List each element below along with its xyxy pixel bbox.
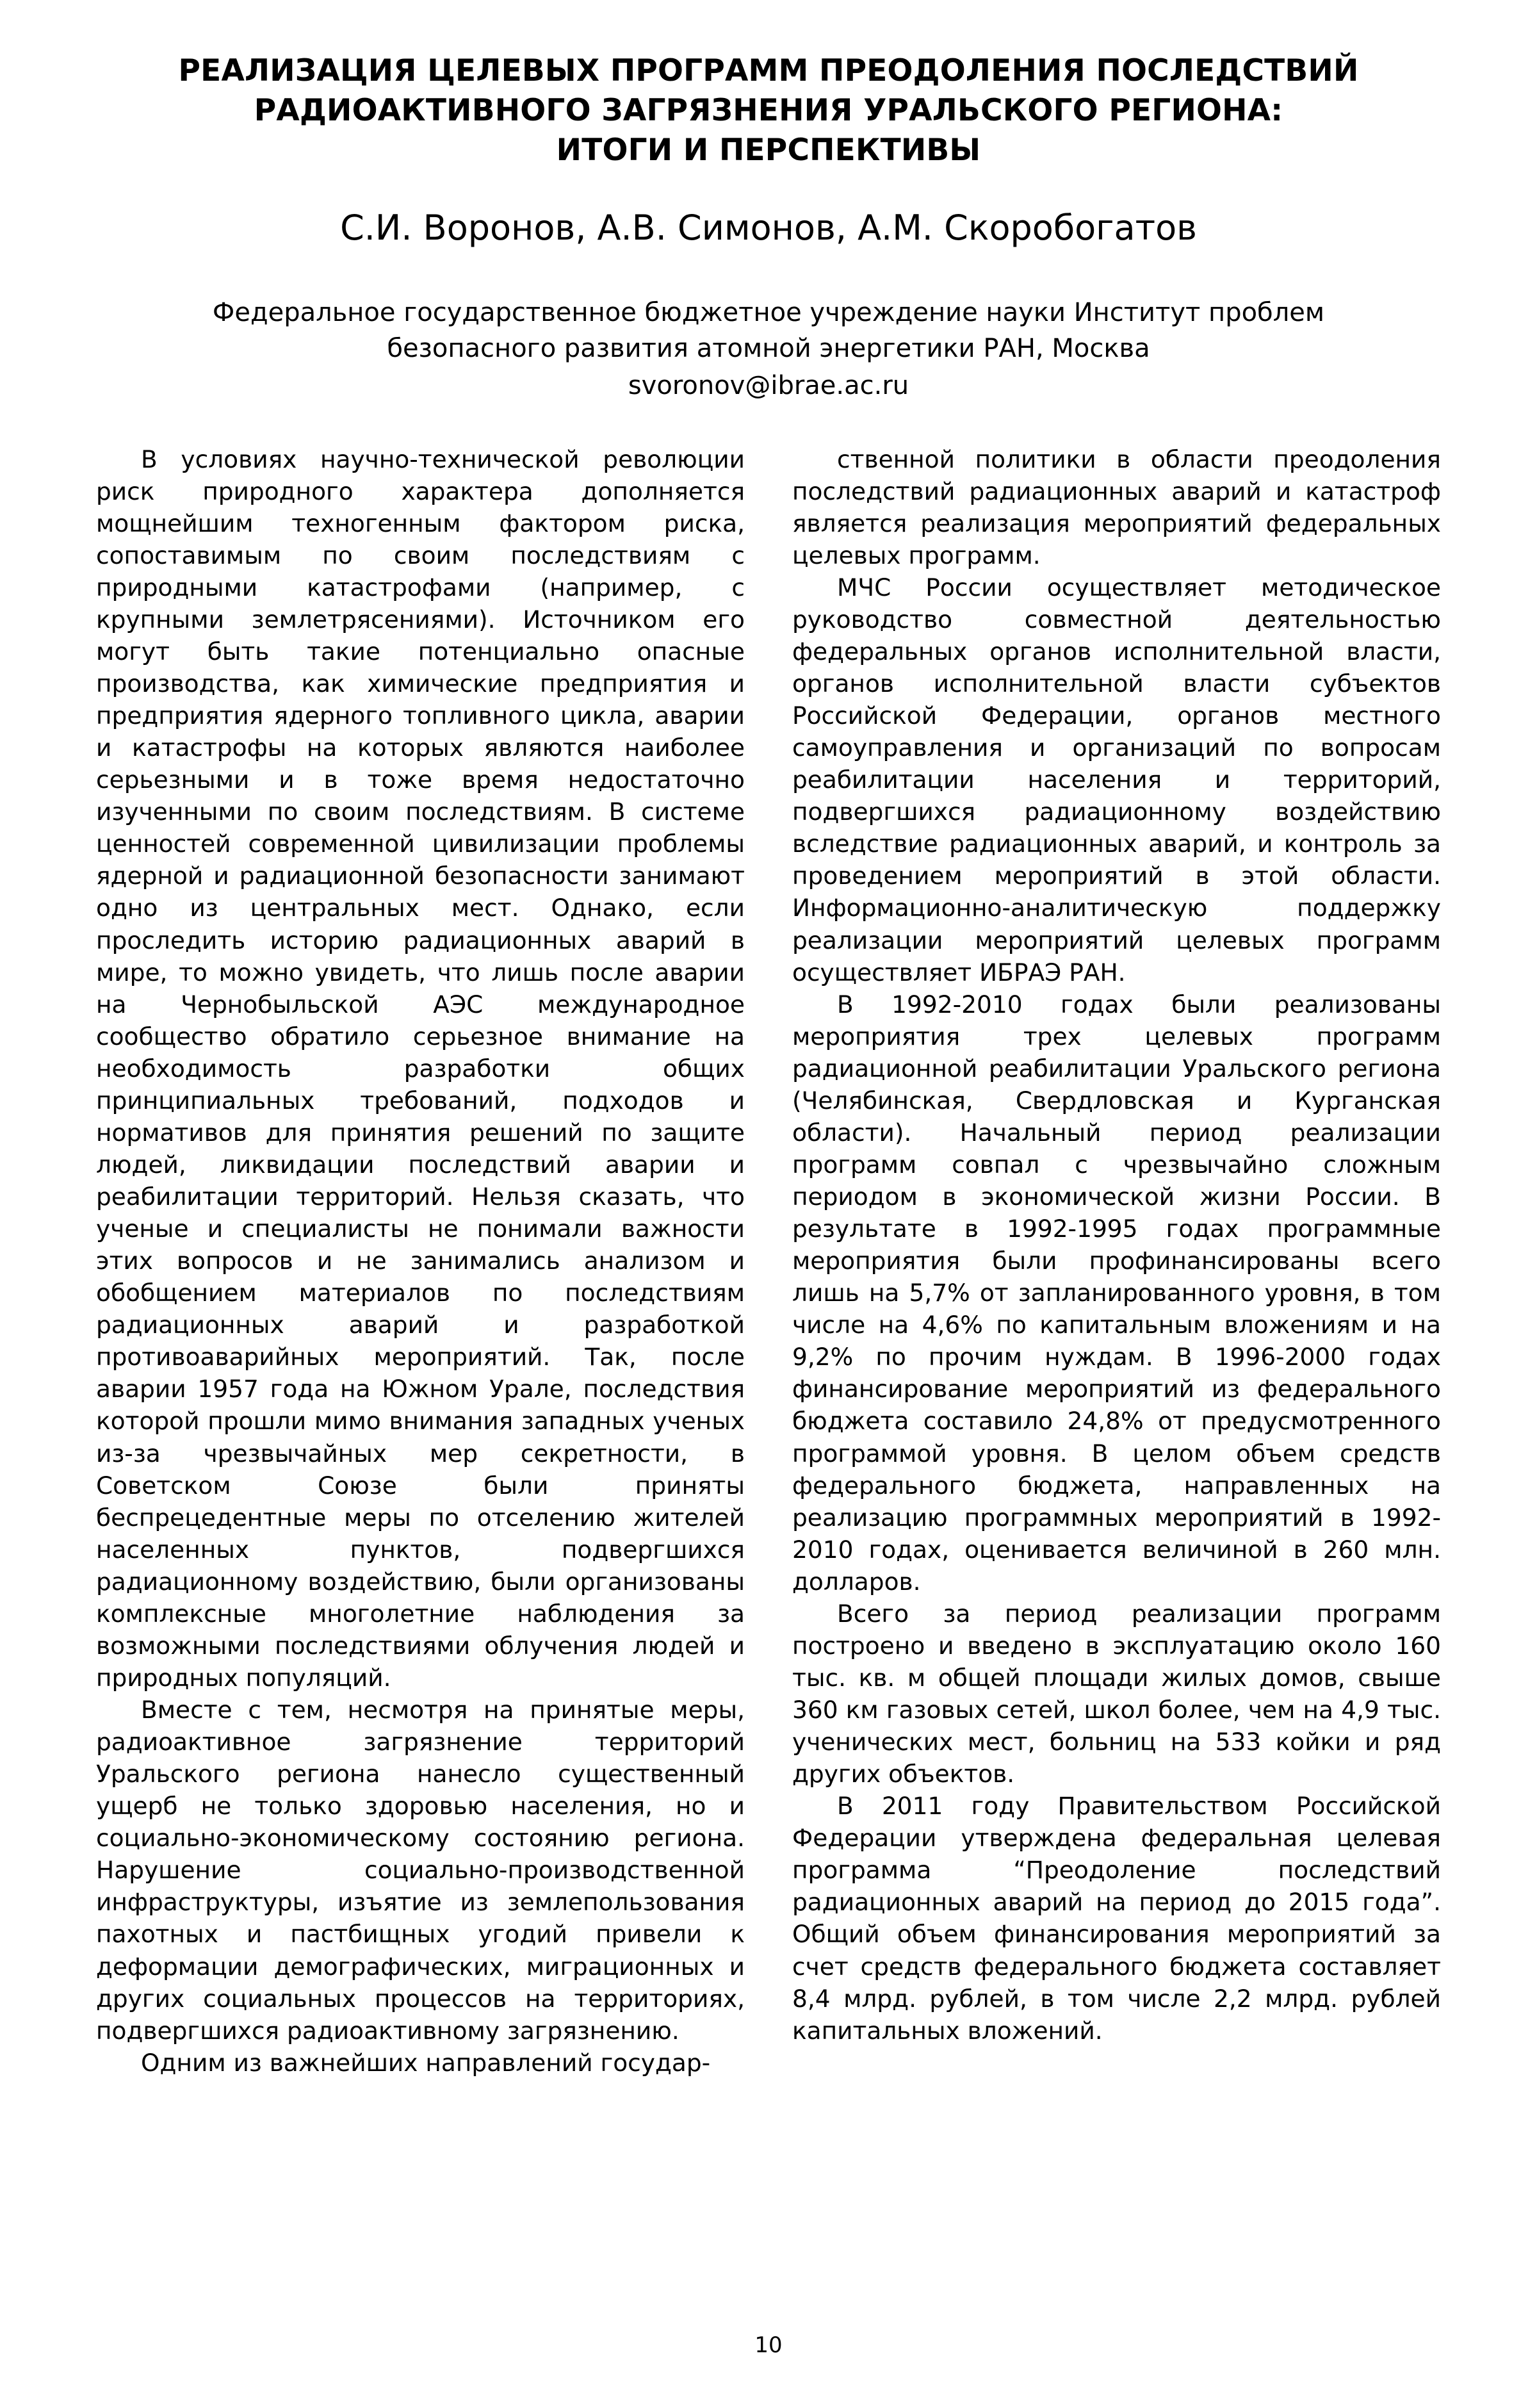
paragraph: МЧС России осуществляет методическое руководство совместной деятельностью федеральных органов исполнительной власти, органов исполнительной власти субъектов Российской Федерации, органов местного самоуправления и организаций по вопросам реабилитации населения и территорий, подвергшихся радиационному воздействию вследствие радиационных аварий, и контроль за проведением мероприятий в этой области. Информационно-аналитическую поддержку реализации мероприятий целевых программ осуществляет ИБРАЭ РАН. (792, 573, 1441, 987)
paragraph: В 1992-2010 годах были реализованы мероприятия трех целевых программ радиационной реабилитации Уральского региона (Челябинская, Свердловская и Курганская области). Начальный период реализации программ совпал с чрезвычайно сложным периодом в экономической жизни России. В результате в 1992-1995 годах программные мероприятия были профинансированы всего лишь на 5,7% от запланированного уровня, в том числе на 4,6% по капитальным вложениям и на 9,2% по прочим нуждам. В 1996-2000 годах финансирование мероприятий из федерального бюджета составило 24,8% от предусмотренного программой уровня. В целом объем средств федерального бюджета, направленных на реализацию программных мероприятий в 1992-2010 годах, оценивается величиной в 260 млн. долларов. (792, 990, 1441, 1596)
author-list: С.И. Воронов, А.В. Симонов, А.М. Скоробогатов (340, 208, 1197, 249)
paragraph: Всего за период реализации программ построено и введено в эксплуатацию около 160 тыс. кв. м общей площади жилых домов, свыше 360 км газовых сетей, школ более, чем на 4,9 тыс. ученических мест, больниц на 533 койки и ряд других объектов. (792, 1599, 1441, 1789)
contact-email: svoronov@ibrae.ac.ru (628, 370, 909, 400)
paragraph: Вместе с тем, несмотря на принятые меры, радиоактивное загрязнение территорий Уральского региона нанесло существенный ущерб не только здоровью населения, но и социально-экономическому состоянию региона. Нарушение социально-производственной инфраструктуры, изъятие из землепользования пахотных и пастбищных угодий привели к деформации демографических, миграционных и других социальных процессов на территориях, подвергшихся радиоактивному загрязнению. (96, 1696, 745, 2045)
affiliation-line-2: безопасного развития атомной энергетики РАН, Москва (387, 333, 1150, 363)
title-line-3: ИТОГИ И ПЕРСПЕКТИВЫ (556, 133, 981, 168)
affiliation (96, 295, 1441, 366)
paragraph: В условиях научно-технической революции риск природного характера дополняется мощнейшим техногенным фактором риска, сопоставимым по своим последствиям с природными катастрофами (например, с крупными землетрясениями). Источником его могут быть такие потенциально опасные производства, как химические предприятия и предприятия ядерного топливного цикла, аварии и катастрофы на которых являются наиболее серьезными и в тоже время недостаточно изученными по своим последствиям. В системе ценностей современной цивилизации проблемы ядерной и радиационной безопасности занимают одно из центральных мест. Однако, если проследить историю радиационных аварий в мире, то можно увидеть, что лишь после аварии на Чернобыльской АЭС международное сообщество обратило серьезное внимание на необходимость разработки общих принципиальных требований, подходов и нормативов для принятия решений по защите людей, ликвидации последствий аварии и реабилитации территорий. Нельзя сказать, что ученые и специалисты не понимали важности этих вопросов и не занимались анализом и обобщением материалов по последствиям радиационных аварий и разработкой противоаварийных мероприятий. Так, после аварии 1957 года на Южном Урале, последствия которой прошли мимо внимания западных ученых из-за чрезвычайных мер секретности, в Советском Союзе были приняты беспрецедентные меры по отселению жителей населенных пунктов, подвергшихся радиационному воздействию, были организованы комплексные многолетние наблюдения за возможными последствиями облучения людей и природных популяций. (96, 445, 745, 1692)
paragraph: Одним из важнейших направлений государ- (141, 2048, 711, 2077)
page-number: 10 (754, 2332, 783, 2358)
title-line-1: РЕАЛИЗАЦИЯ ЦЕЛЕВЫХ ПРОГРАММ ПРЕОДОЛЕНИЯ ПОСЛЕДСТВИЙ (178, 53, 1359, 88)
body-columns (96, 443, 1441, 2079)
affiliation-line-1: Федеральное государственное бюджетное учреждение науки Институт проблем (212, 297, 1325, 327)
paragraph: В 2011 году Правительством Российской Федерации утверждена федеральная целевая программа “Преодоление последствий радиационных аварий на период до 2015 года”. Общий объем финансирования мероприятий за счет средств федерального бюджета составляет 8,4 млрд. рублей, в том числе 2,2 млрд. рублей капитальных вложений. (792, 1792, 1441, 2045)
right-column (792, 443, 1441, 2047)
title-line-2: РАДИОАКТИВНОГО ЗАГРЯЗНЕНИЯ УРАЛЬСКОГО РЕГИОНА: (254, 93, 1283, 129)
page-title (122, 51, 1415, 170)
left-column (96, 443, 745, 2079)
paragraph: ственной политики в области преодоления последствий радиационных аварий и катастроф является реализация мероприятий федеральных целевых программ. (792, 445, 1441, 569)
